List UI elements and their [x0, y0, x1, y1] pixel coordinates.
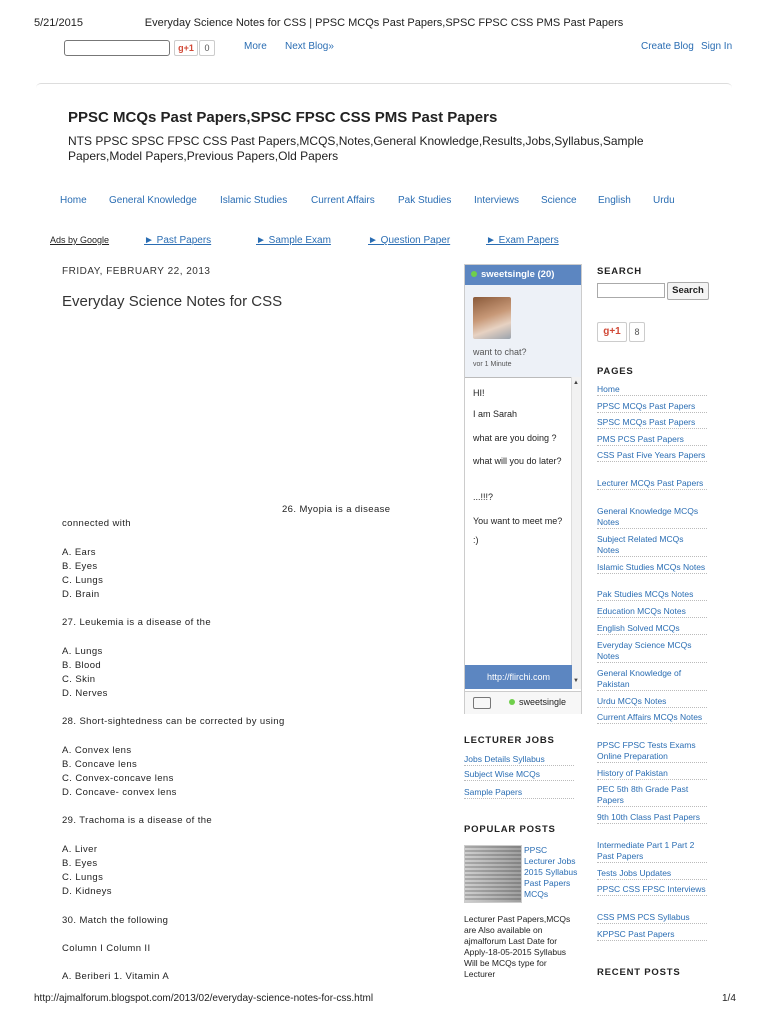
post-line: C. Convex-concave lens: [62, 773, 174, 784]
page-link[interactable]: SPSC MCQs Past Papers: [597, 417, 707, 429]
chat-profile: [465, 285, 581, 377]
online-status-icon: [471, 271, 477, 277]
post-line: connected with: [62, 518, 131, 529]
post-line: 30. Match the following: [62, 915, 169, 926]
post-line: D. Kidneys: [62, 886, 112, 897]
tab-general-knowledge[interactable]: General Knowledge: [109, 195, 197, 206]
navbar-more-link[interactable]: More: [244, 41, 267, 52]
print-title: Everyday Science Notes for CSS | PPSC MCQs Past Papers,SPSC FPSC CSS PMS Past Papers: [144, 17, 624, 29]
page-link[interactable]: Subject Related MCQs Notes: [597, 534, 707, 557]
page-link[interactable]: PPSC FPSC Tests Exams Online Preparation: [597, 740, 707, 763]
ad-link-sample-exam[interactable]: ► Sample Exam: [256, 235, 331, 246]
post-date: FRIDAY, FEBRUARY 22, 2013: [62, 266, 211, 277]
post-title[interactable]: Everyday Science Notes for CSS: [62, 293, 283, 310]
keyboard-icon[interactable]: [473, 697, 491, 709]
recent-posts-heading: RECENT POSTS: [597, 967, 681, 978]
print-page-number: 1/4: [722, 993, 736, 1004]
page-link[interactable]: Pak Studies MCQs Notes: [597, 589, 707, 601]
ads-by-google-label[interactable]: Ads by Google: [50, 235, 110, 245]
ad-link-exam-papers[interactable]: ► Exam Papers: [486, 235, 559, 246]
page-link[interactable]: PPSC MCQs Past Papers: [597, 401, 707, 413]
chat-header-name: sweetsingle (20): [481, 269, 555, 280]
page-link[interactable]: Intermediate Part 1 Part 2 Past Papers: [597, 840, 707, 863]
lecturer-link[interactable]: Subject Wise MCQs: [464, 769, 574, 781]
lecturer-link[interactable]: Sample Papers: [464, 787, 574, 799]
post-line: A. Ears: [62, 547, 96, 558]
post-line: D. Nerves: [62, 688, 108, 699]
ad-link-question-paper[interactable]: ► Question Paper: [368, 235, 451, 246]
tab-urdu[interactable]: Urdu: [653, 195, 675, 206]
page-link[interactable]: Tests Jobs Updates: [597, 868, 707, 880]
navbar-search-input[interactable]: [64, 40, 170, 56]
page-link[interactable]: PMS PCS Past Papers: [597, 434, 707, 446]
post-line: A. Convex lens: [62, 745, 132, 756]
gplus-count: 8: [629, 322, 645, 342]
page-link[interactable]: CSS Past Five Years Papers: [597, 450, 706, 460]
chat-user[interactable]: [509, 697, 566, 707]
chat-message: I am Sarah: [473, 409, 518, 419]
tab-english[interactable]: English: [598, 195, 631, 206]
page-link[interactable]: PEC 5th 8th Grade Past Papers: [597, 784, 707, 807]
blog-description: NTS PPSC SPSC FPSC CSS Past Papers,MCQS,Notes,General Knowledge,Results,Jobs,Syllabus,Sample Papers,Model Papers,Previous Papers,Old Papers: [68, 134, 644, 163]
gplus-count: 0: [199, 40, 215, 56]
chat-timestamp: vor 1 Minute: [473, 361, 512, 368]
gplus-button[interactable]: g+1: [174, 40, 198, 56]
search-heading: SEARCH: [597, 266, 642, 277]
page-link[interactable]: CSS PMS PCS Syllabus: [597, 912, 707, 924]
gplus-button[interactable]: g+1: [597, 322, 627, 342]
lecturer-jobs-heading: LECTURER JOBS: [464, 735, 555, 746]
scroll-down-icon[interactable]: ▼: [573, 678, 579, 684]
chat-message: You want to meet me?: [473, 516, 563, 526]
page-link[interactable]: Home: [597, 384, 707, 396]
chat-message: what are you doing ?: [473, 433, 557, 443]
post-line: B. Concave lens: [62, 759, 138, 770]
chat-user-name: sweetsingle: [519, 697, 567, 707]
page-link[interactable]: KPPSC Past Papers: [597, 929, 707, 941]
chat-message: HI!: [473, 388, 485, 398]
popular-posts-heading: POPULAR POSTS: [464, 824, 556, 835]
post-line: A. Lungs: [62, 646, 103, 657]
pages-heading: PAGES: [597, 366, 634, 377]
post-line: A. Liver: [62, 844, 98, 855]
post-line: 29. Trachoma is a disease of the: [62, 815, 213, 826]
page-link[interactable]: History of Pakistan: [597, 768, 707, 780]
post-line: C. Lungs: [62, 872, 104, 883]
tab-islamic-studies[interactable]: Islamic Studies: [220, 195, 288, 206]
popular-post-title[interactable]: PPSC Lecturer Jobs 2015 Syllabus Past Papers MCQs: [524, 845, 578, 899]
search-button[interactable]: Search: [667, 282, 709, 300]
tab-interviews[interactable]: Interviews: [474, 195, 520, 206]
page-link[interactable]: Education MCQs Notes: [597, 606, 707, 618]
page-link[interactable]: Lecturer MCQs Past Papers: [597, 478, 707, 490]
search-input[interactable]: [597, 283, 665, 298]
page-link[interactable]: English Solved MCQs: [597, 623, 707, 635]
post-line: B. Eyes: [62, 858, 98, 869]
print-date: 5/21/2015: [34, 17, 83, 29]
chat-want-label: want to chat?: [473, 347, 527, 357]
online-status-icon: [509, 699, 515, 705]
page-link[interactable]: Current Affairs MCQs Notes: [597, 712, 707, 724]
page-link[interactable]: PPSC CSS FPSC Interviews: [597, 884, 706, 894]
navbar-create-blog-link[interactable]: Create Blog: [641, 41, 694, 52]
navbar-sign-in-link[interactable]: Sign In: [701, 41, 733, 52]
post-line: D. Concave- convex lens: [62, 787, 177, 798]
post-line: Column I Column II: [62, 943, 151, 954]
post-line: C. Lungs: [62, 575, 104, 586]
chat-messages: [465, 377, 581, 650]
post-line: D. Brain: [62, 589, 100, 600]
popular-post-thumbnail[interactable]: [464, 845, 522, 903]
chat-widget[interactable]: [464, 264, 582, 714]
content-outer-border: [36, 83, 732, 88]
chat-bottom-bar: [465, 691, 581, 714]
avatar[interactable]: [473, 297, 511, 339]
chat-message: ...!!!?: [473, 492, 494, 502]
post-line: 26. Myopia is a disease: [282, 504, 391, 515]
chat-header[interactable]: [465, 265, 581, 285]
post-line: C. Skin: [62, 674, 96, 685]
chat-scrollbar[interactable]: [571, 377, 581, 689]
post-line: 28. Short-sightedness can be corrected by using: [62, 716, 285, 727]
ad-link-past-papers[interactable]: ► Past Papers: [144, 235, 212, 246]
tab-pak-studies[interactable]: Pak Studies: [398, 195, 452, 206]
chat-footer-link[interactable]: http://flirchi.com: [465, 665, 572, 689]
scroll-up-icon[interactable]: ▲: [573, 380, 579, 386]
page-link[interactable]: General Knowledge MCQs Notes: [597, 506, 707, 529]
print-url: http://ajmalforum.blogspot.com/2013/02/everyday-science-notes-for-css.html: [34, 993, 374, 1004]
tab-science[interactable]: Science: [541, 195, 577, 206]
popular-post-snippet: Lecturer Past Papers,MCQs are Also available on ajmalforum Last Date for Apply-18-05-2015 Syllabus Will be MCQs type for Lecturer: [464, 914, 571, 979]
blog-title[interactable]: PPSC MCQs Past Papers,SPSC FPSC CSS PMS Past Papers: [68, 109, 498, 126]
post-line: 27. Leukemia is a disease of the: [62, 617, 212, 628]
page-link[interactable]: 9th 10th Class Past Papers: [597, 812, 707, 824]
tab-current-affairs[interactable]: Current Affairs: [311, 195, 375, 206]
chat-message: :): [473, 535, 479, 545]
lecturer-link[interactable]: Jobs Details Syllabus: [464, 754, 574, 766]
page-link[interactable]: Urdu MCQs Notes: [597, 696, 707, 708]
page-link[interactable]: General Knowledge of Pakistan: [597, 668, 707, 691]
page-link[interactable]: Islamic Studies MCQs Notes: [597, 562, 706, 572]
navbar-next-blog-link[interactable]: Next Blog»: [285, 41, 334, 52]
page-link[interactable]: Everyday Science MCQs Notes: [597, 640, 707, 663]
chat-message: what will you do later?: [473, 456, 562, 466]
tab-home[interactable]: Home: [60, 195, 87, 206]
post-line: B. Blood: [62, 660, 102, 671]
post-line: A. Beriberi 1. Vitamin A: [62, 971, 170, 982]
post-line: B. Eyes: [62, 561, 98, 572]
